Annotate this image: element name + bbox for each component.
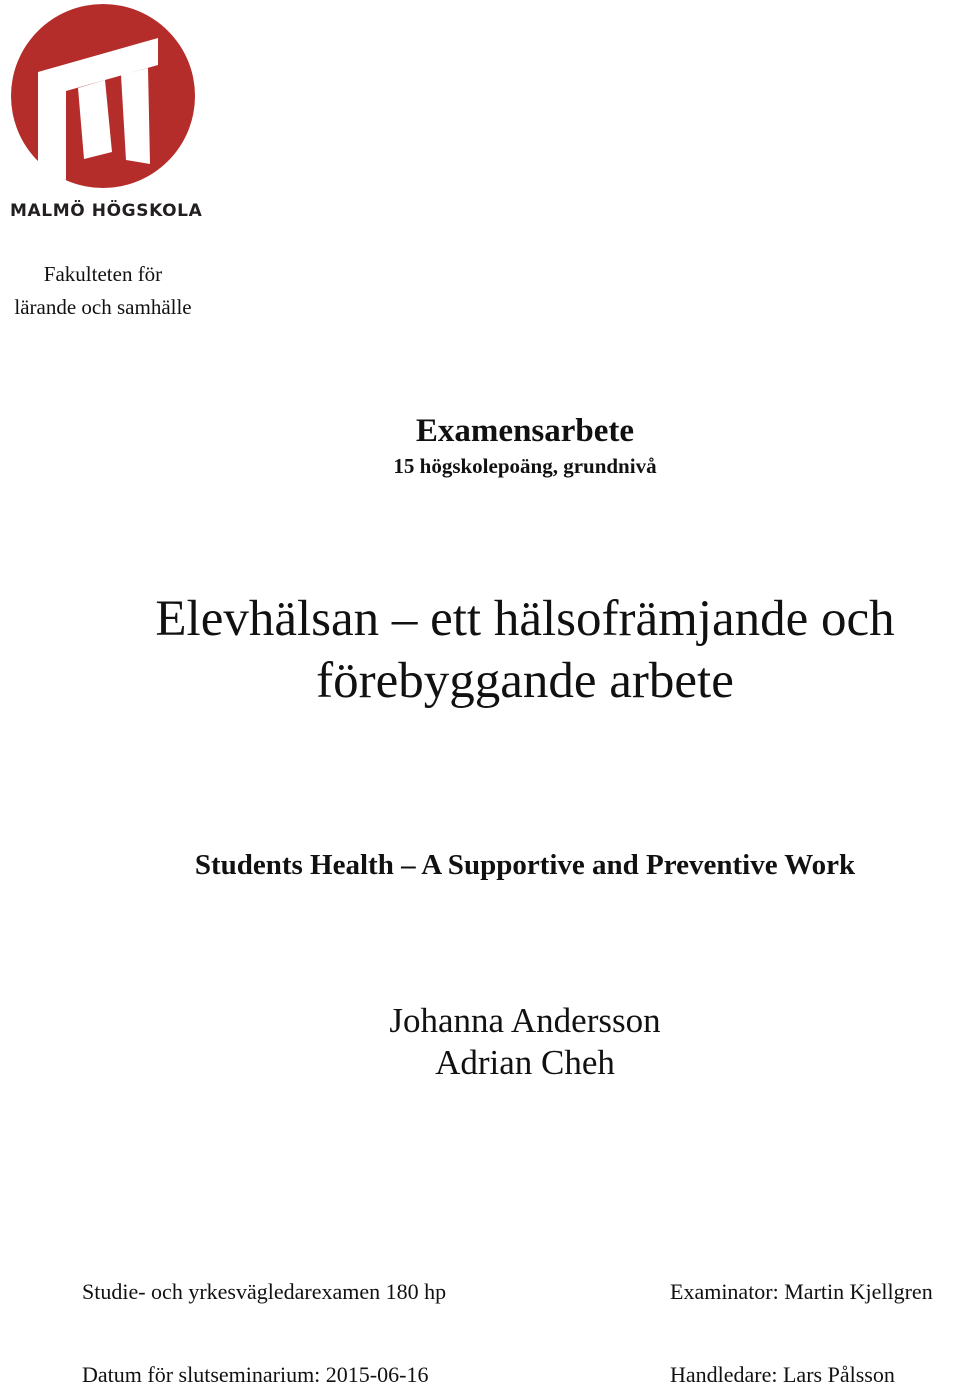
credits-level: 15 högskolepoäng, grundnivå xyxy=(393,454,657,478)
authors xyxy=(0,1000,960,1084)
swedish-title xyxy=(0,588,960,712)
swedish-title-line-2: förebyggande arbete xyxy=(316,653,734,709)
english-title: Students Health – A Supportive and Preventive Work xyxy=(194,849,856,881)
supervisor: Handledare: Lars Pålsson xyxy=(670,1362,895,1387)
document-type: Examensarbete xyxy=(415,413,635,449)
faculty-line-1: Fakulteten för xyxy=(43,262,163,286)
logo-wordmark: MALMÖ HÖGSKOLA xyxy=(10,201,203,221)
seminar-date: Datum för slutseminarium: 2015-06-16 xyxy=(82,1362,429,1387)
author-1: Johanna Andersson xyxy=(389,1001,661,1040)
faculty-name xyxy=(0,258,206,324)
swedish-title-line-1: Elevhälsan – ett hälsofrämjande och xyxy=(155,591,895,647)
malmo-hogskola-emblem xyxy=(8,2,198,227)
university-logo xyxy=(8,2,203,227)
examiner: Examinator: Martin Kjellgren xyxy=(670,1279,933,1304)
author-2: Adrian Cheh xyxy=(435,1043,615,1082)
degree-program: Studie- och yrkesvägledarexamen 180 hp xyxy=(82,1279,447,1304)
faculty-line-2: lärande och samhälle xyxy=(14,295,192,319)
